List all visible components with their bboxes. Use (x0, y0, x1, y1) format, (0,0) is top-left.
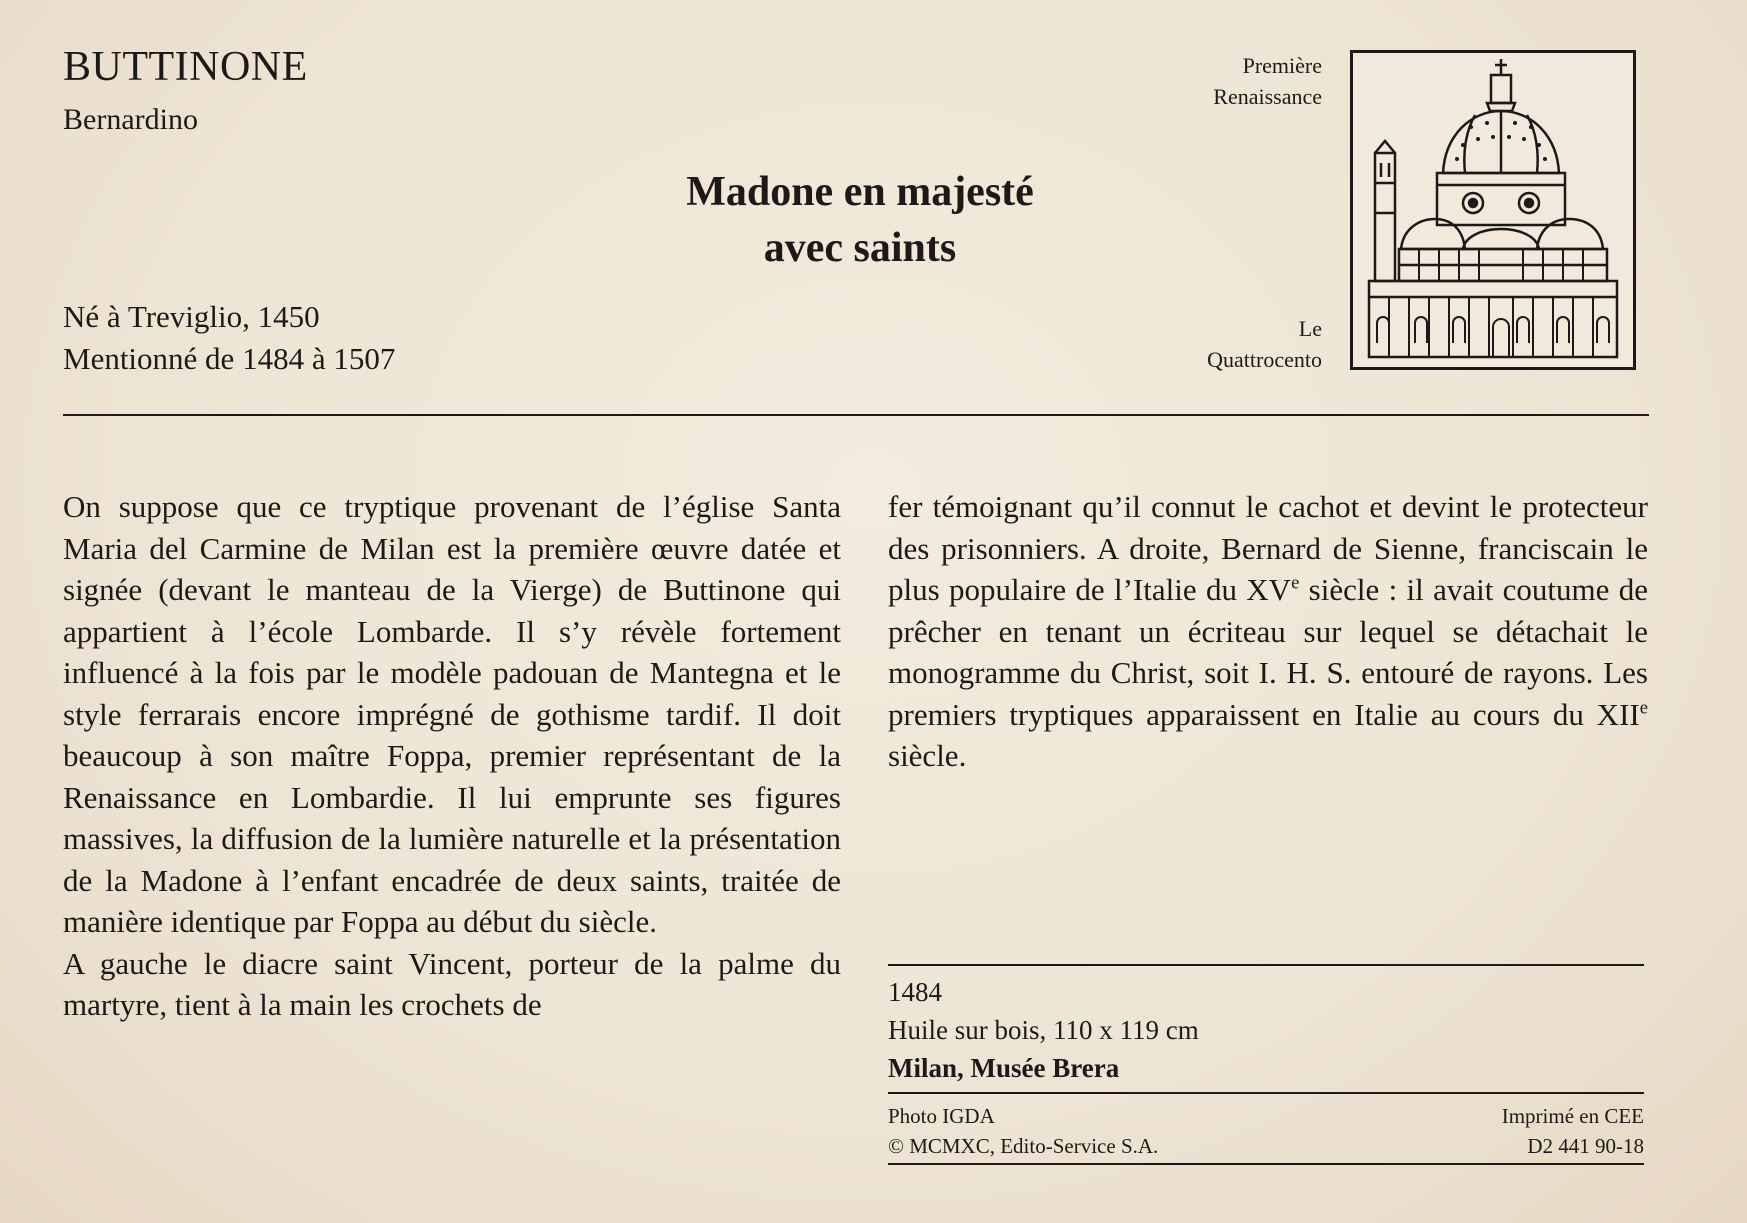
period-label-top (1213, 50, 1322, 112)
artwork-title-line2: avec saints (763, 225, 957, 271)
header-divider (63, 414, 1649, 416)
superscript: e (1291, 572, 1300, 594)
artist-bio (63, 296, 395, 380)
florence-cathedral-dome-icon (1350, 50, 1636, 370)
artist-firstname: Bernardino (63, 103, 198, 136)
meta-divider-bottom (888, 1163, 1644, 1165)
paragraph (888, 486, 1648, 777)
artwork-location: Milan, Musée Brera (888, 1053, 1120, 1083)
period-top-line1: Première (1242, 53, 1322, 78)
credits-right (1502, 1101, 1644, 1161)
artwork-meta (888, 973, 1199, 1087)
artwork-title-line1: Madone en majesté (686, 169, 1034, 215)
artist-surname: BUTTINONE (63, 44, 308, 90)
card-code: D2 441 90-18 (1527, 1134, 1644, 1158)
period-bottom-line1: Le (1298, 316, 1322, 341)
paragraph: On suppose que ce tryptique provenant de l’église Santa Maria del Carmine de Milan est la première œuvre datée et signée (devant le manteau de la Vierge) de Buttinone qui appartient à l’école Lombarde. Il s’y révèle fortement influencé à la fois par le modèle padouan de Mantegna et le style ferrarais encore imprégné de gothisme tardif. Il doit beaucoup à son maître Foppa, premier représentant de la Renaissance en Lombardie. Il lui emprunte ses figures massives, la diffusion de la lumière naturelle et la présentation de la Madone à l’enfant encadrée de deux saints, traitée de manière identique par Foppa au début du siècle. (63, 489, 841, 939)
period-bottom-line2: Quattrocento (1207, 347, 1322, 372)
copyright: © MCMXC, Edito-Service S.A. (888, 1134, 1159, 1158)
artist-mentioned: Mentionné de 1484 à 1507 (63, 341, 396, 376)
artwork-title (560, 164, 1160, 276)
text-column-right (888, 486, 1648, 777)
period-top-line2: Renaissance (1213, 84, 1322, 109)
meta-divider-mid (888, 1092, 1644, 1094)
credits-left (888, 1101, 1158, 1161)
text-run: siècle. (888, 738, 967, 773)
paragraph: A gauche le diacre saint Vincent, porteur de la palme du martyre, tient à la main les crochets de (63, 945, 841, 1022)
artwork-medium: Huile sur bois, 110 x 119 cm (888, 1015, 1199, 1045)
text-column-left (63, 486, 841, 1026)
meta-divider-top (888, 964, 1644, 966)
artwork-date: 1484 (888, 977, 942, 1007)
photo-credit: Photo IGDA (888, 1104, 995, 1128)
superscript: e (1639, 697, 1648, 719)
text-run: siècle : il avait coutume de prêcher en tenant un écriteau sur lequel se détachait le monogramme du Christ, soit I. H. S. entouré de rayons. Les premiers tryptiques apparaissent en Italie au cours du XII (888, 572, 1648, 732)
printed-in: Imprimé en CEE (1501, 1104, 1644, 1128)
text-run: fer témoignant qu’il connut le cachot et devint le protecteur des prisonniers. A droite, Bernard de Sienne, franciscain le plus populaire de l’Italie du XV (888, 489, 1648, 607)
artist-birth: Né à Treviglio, 1450 (63, 299, 320, 334)
period-label-bottom (1207, 313, 1322, 375)
